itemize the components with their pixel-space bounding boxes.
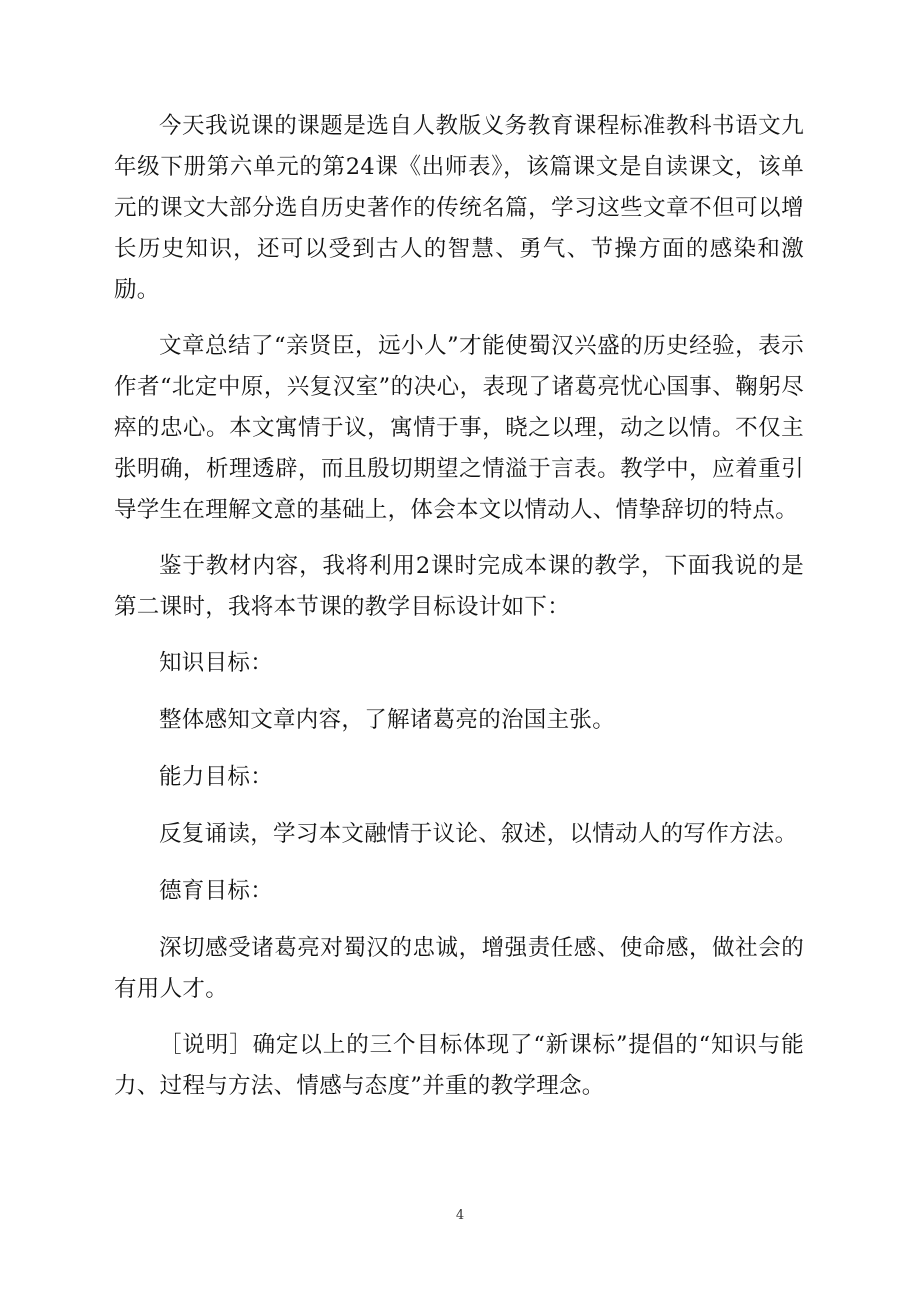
heading-knowledge-goal: 知识目标： <box>159 650 274 676</box>
paragraph-lesson-topic: 今天我说课的课题是选自人教版义务教育课程标准教科书语文九年级下册第六单元的第24课《出师表》，该篇课文是自读课文，该单元的课文大部分选自历史著作的传统名篇，学习这些文章不但可以增长历史知识，还可以受到古人的智慧、勇气、节操方面的感染和激励。 <box>114 113 804 303</box>
heading-moral-goal: 德育目标： <box>159 878 274 904</box>
document-body <box>114 106 804 1122</box>
paragraph-text-summary: 文章总结了“亲贤臣，远小人”才能使蜀汉兴盛的历史经验，表示作者“北定中原，兴复汉室”的决心，表现了诸葛亮忧心国事、鞠躬尽瘁的忠心。本文寓情于议，寓情于事，晓之以理，动之以情。不仅主张明确，析理透辟，而且殷切期望之情溢于言表。教学中，应着重引导学生在理解文意的基础上，体会本文以情动人、情挚辞切的特点。 <box>114 333 804 523</box>
page-number: 4 <box>455 1208 465 1223</box>
heading-ability-goal: 能力目标： <box>159 764 274 790</box>
paragraph-explanation: ［说明］确定以上的三个目标体现了“新课标”提倡的“知识与能力、过程与方法、情感与态度”并重的教学理念。 <box>114 1032 804 1099</box>
paragraph-moral-goal: 深切感受诸葛亮对蜀汉的忠诚，增强责任感、使命感，做社会的有用人才。 <box>114 935 804 1002</box>
paragraph-lesson-plan: 鉴于教材内容，我将利用2课时完成本课的教学，下面我说的是第二课时，我将本节课的教学目标设计如下： <box>114 553 804 620</box>
paragraph-knowledge-goal: 整体感知文章内容，了解诸葛亮的治国主张。 <box>159 707 616 733</box>
paragraph-ability-goal: 反复诵读，学习本文融情于议论、叙述，以情动人的写作方法。 <box>159 821 798 847</box>
